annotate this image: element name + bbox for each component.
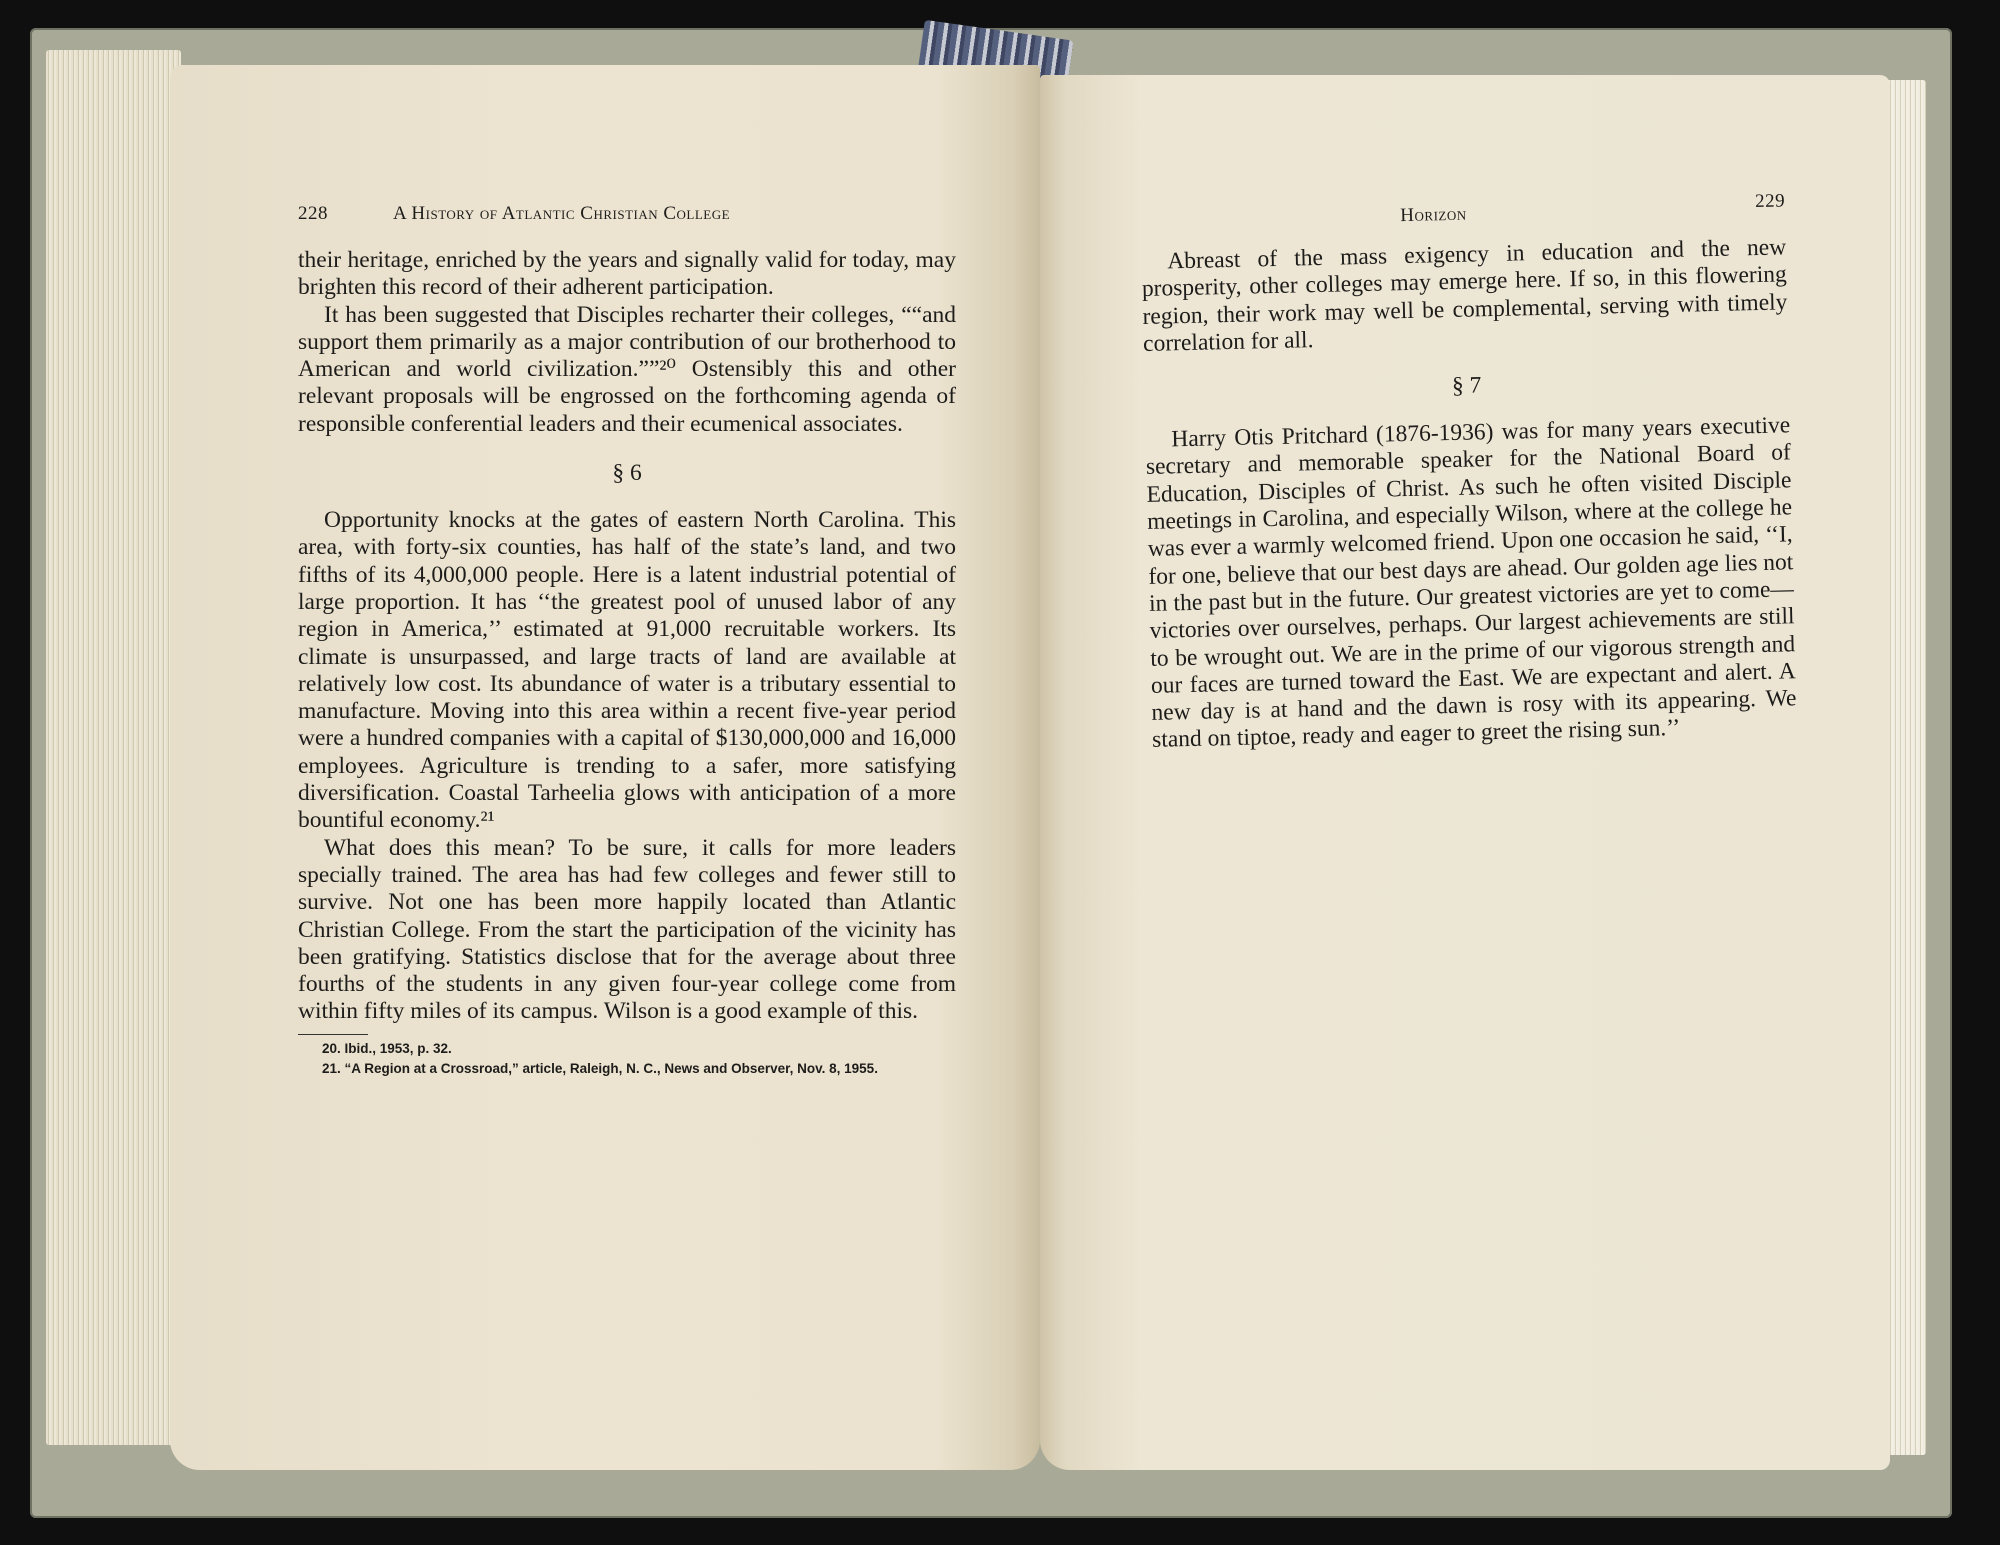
paragraph: It has been suggested that Disciples recharter their colleges, ““and support them primarily as a major contribution of our brotherhood to American and world civilization.””²⁰ Ostensibly this and other relevant proposals will be engrossed on the forthcoming agenda of responsible conferential leaders and their ecumenical associates. <box>298 301 956 437</box>
page-number: 228 <box>298 203 328 224</box>
paragraph: Opportunity knocks at the gates of eastern North Carolina. This area, with forty-six counties, has half of the state’s land, and two fifths of its 4,000,000 people. Here is a latent industrial potential of large proportion. It has ‘‘the greatest pool of unused labor of any region in America,’’ estimated at 91,000 recruitable workers. Its climate is unsurpassed, and large tracts of land are available at relatively low cost. Its abundance of water is a tributary essential to manufacture. Moving into this area within a recent five-year period were a hundred companies with a capital of $130,000,000 and 16,000 employees. Agriculture is trending to a safer, more satisfying diversification. Coastal Tarheelia glows with anticipation of a more bountiful economy.²¹ <box>298 507 956 834</box>
paragraph: What does this mean? To be sure, it calls for more leaders specially trained. The area has had few colleges and fewer still to survive. Not one has been more happily located than Atlantic Christian College. From the start the participation of the vicinity has been gratifying. Statistics disclose that for the average about three fourths of the students in any given four-year college come from within fifty miles of its campus. Wilson is a good example of this. <box>298 834 956 1025</box>
page-number: 229 <box>1754 190 1786 213</box>
paragraph: their heritage, enriched by the years and signally valid for today, may brighten this record of their adherent participation. <box>298 247 956 301</box>
section-heading: § 7 <box>1451 372 1482 400</box>
page-edges-left <box>46 50 181 1445</box>
right-page <box>1040 75 1890 1470</box>
running-head-left <box>298 203 956 247</box>
paragraph: Abreast of the mass exigency in education and the new prosperity, other colleges may emerge here. If so, in this flowering region, their work may well be complemental, serving with timely correlation for all. <box>1141 234 1788 357</box>
running-head-title: Horizon <box>1400 203 1467 227</box>
running-head-title: A History of Atlantic Christian College <box>393 203 731 224</box>
footnote: 21. “A Region at a Crossroad,” article, Raleigh, N. C., News and Observer, Nov. 8, 1955. <box>322 1060 878 1076</box>
paragraph: Harry Otis Pritchard (1876-1936) was for many years executive secretary and memorable speaker for the National Board of Education, Disciples of Christ. As such he often visited Disciple meetings in Carolina, and especially Wilson, where at the college he was ever a warmly welcomed friend. Upon one occasion he said, ‘‘I, for one, believe that our best days are ahead. Our golden age lies not in the past but in the future. Our greatest victories are yet to come—victories over ourselves, perhaps. Our largest achievements are still to be wrought out. We are in the prime of our vigorous strength and our faces are turned toward the East. We are expectant and alert. A new day is at hand and the dawn is rosy with its appearing. We stand on tiptoe, ready and eager to greet the rising sun.’’ <box>1145 412 1797 754</box>
left-page <box>170 65 1040 1470</box>
footnote: 20. Ibid., 1953, p. 32. <box>322 1040 452 1056</box>
footnote-rule <box>298 1034 368 1035</box>
section-heading: § 6 <box>612 460 642 487</box>
footnotes <box>298 1041 956 1077</box>
